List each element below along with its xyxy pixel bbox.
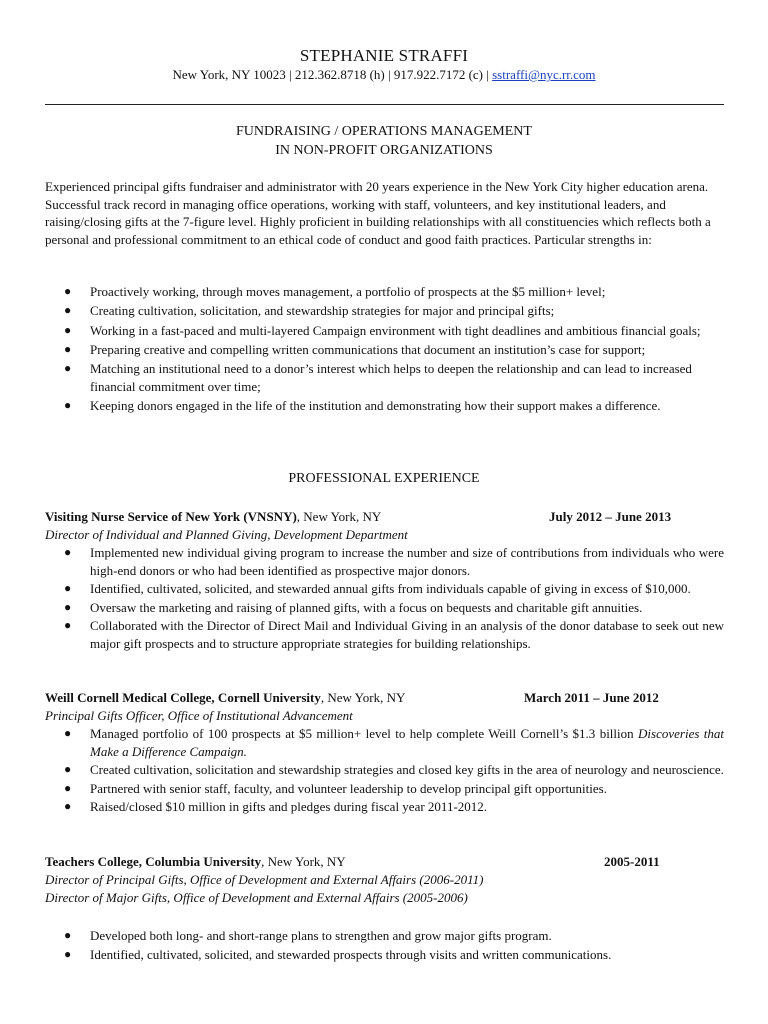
employer-name: Visiting Nurse Service of New York (VNSNY) <box>45 509 297 524</box>
job-location: , New York, NY <box>320 690 406 705</box>
header-divider <box>45 104 724 105</box>
list-item: ● Oversaw the marketing and raising of planned gifts, with a focus on bequests and charitable gift annuities. <box>64 599 643 615</box>
job-bullets <box>45 725 724 817</box>
list-item: ● Created cultivation, solicitation and stewardship strategies and closed key gifts in the area of neurology and neuroscience. <box>64 762 724 777</box>
headline <box>0 122 768 160</box>
list-item: ● Preparing creative and compelling written communications that document an institution’s case for support; <box>64 341 646 357</box>
candidate-name: STEPHANIE STRAFFI <box>299 46 469 65</box>
bullet-icon: ● <box>64 928 72 942</box>
bullet-icon: ● <box>64 361 72 376</box>
list-item: ● Implemented new individual giving program to increase the number and size of contributions from individuals who were high-end donors or who had been identified as prospective major donors. <box>64 545 724 578</box>
job-title: Principal Gifts Officer, Office of Institutional Advancement <box>45 708 353 723</box>
list-item: ● Proactively working, through moves management, a portfolio of prospects at the $5 million+ level; <box>64 284 606 299</box>
job-dates: 2005-2011 <box>604 854 660 869</box>
job-title: Director of Principal Gifts, Office of Development and External Affairs (2006-2011) <box>45 872 484 887</box>
job-header <box>45 853 724 871</box>
list-item: ● Matching an institutional need to a donor’s interest which helps to deepen the relationship and can lead to increased financial commitment over time; <box>64 361 692 394</box>
contact-line <box>0 67 768 83</box>
email-link[interactable]: sstraffi@nyc.rr.com <box>492 67 596 82</box>
list-item: ● Working in a fast-paced and multi-layered Campaign environment with tight deadlines and ambitious financial goals; <box>64 322 701 338</box>
headline-line-1: FUNDRAISING / OPERATIONS MANAGEMENT <box>236 124 532 139</box>
bullet-icon: ● <box>64 284 72 298</box>
job-location: , New York, NY <box>261 854 346 869</box>
job-title-secondary: Director of Major Gifts, Office of Development and External Affairs (2005-2006) <box>45 890 468 905</box>
bullet-icon: ● <box>64 799 72 813</box>
list-item: ● Developed both long- and short-range plans to strengthen and grow major gifts program. <box>64 928 552 943</box>
bullet-icon: ● <box>64 545 72 559</box>
bullet-icon: ● <box>64 397 72 412</box>
bullet-icon: ● <box>64 618 72 632</box>
job-location: , New York, NY <box>296 509 382 524</box>
bullet-icon: ● <box>64 322 72 337</box>
employer-name: Teachers College, Columbia University <box>45 854 262 869</box>
job-dates: July 2012 – June 2013 <box>549 509 672 524</box>
list-item: ● Raised/closed $10 million in gifts and pledges during fiscal year 2011-2012. <box>64 799 488 814</box>
headline-line-2: IN NON-PROFIT ORGANIZATIONS <box>275 143 493 158</box>
employer-name: Weill Cornell Medical College, Cornell University <box>45 690 321 705</box>
list-item: ● Creating cultivation, solicitation, and stewardship strategies for major and principal gifts; <box>64 303 555 319</box>
bullet-icon: ● <box>64 599 72 614</box>
job-header <box>45 508 724 526</box>
bullet-icon: ● <box>64 762 72 776</box>
bullet-icon: ● <box>64 780 72 795</box>
job-header <box>45 689 724 707</box>
summary-paragraph: Experienced principal gifts fundraiser and administrator with 20 years experience in the New York City higher education arena. Successful track record in managing office operations, working with staff, volunteers, and key institutional leaders, and raising/closing gifts at the 7-figure level. Highly proficient in building relationships with all constituencies which reflects both a personal and professional commitment to an ethical code of conduct and good faith practices. Particular strengths in: <box>45 179 711 247</box>
job-bullets <box>45 544 724 653</box>
job-dates: March 2011 – June 2012 <box>524 690 659 705</box>
bullet-icon: ● <box>64 303 72 318</box>
experience-section-title: PROFESSIONAL EXPERIENCE <box>288 471 480 486</box>
list-item: ● Collaborated with the Director of Direct Mail and Individual Giving in an analysis of the donor database to seek out new major gift prospects and to structure appropriate strategies for building relationships. <box>64 618 724 651</box>
list-item: ● Partnered with senior staff, faculty, and volunteer leadership to develop principal gift opportunities. <box>64 780 607 796</box>
job-bullets <box>45 927 724 964</box>
list-item: ● Identified, cultivated, solicited, and stewarded prospects through visits and written communications. <box>64 946 612 962</box>
bullet-icon: ● <box>64 726 72 740</box>
bullet-icon: ● <box>64 581 72 595</box>
bullet-icon: ● <box>64 946 72 961</box>
list-item: ● Keeping donors engaged in the life of the institution and demonstrating how their support makes a difference. <box>64 397 661 413</box>
job-title: Director of Individual and Planned Giving, Development Department <box>45 527 408 542</box>
strengths-list <box>45 283 724 416</box>
list-item: ● Identified, cultivated, solicited, and stewarded annual gifts from individuals capable of giving in excess of $10,000. <box>64 581 691 596</box>
contact-details: New York, NY 10023 | 212.362.8718 (h) | 917.922.7172 (c) | <box>172 67 493 82</box>
list-item: ● Managed portfolio of 100 prospects at $5 million+ level to help complete Weill Cornell’s $1.3 billion Discoveries that Make a Difference Campaign. <box>64 726 725 759</box>
bullet-icon: ● <box>64 341 72 356</box>
